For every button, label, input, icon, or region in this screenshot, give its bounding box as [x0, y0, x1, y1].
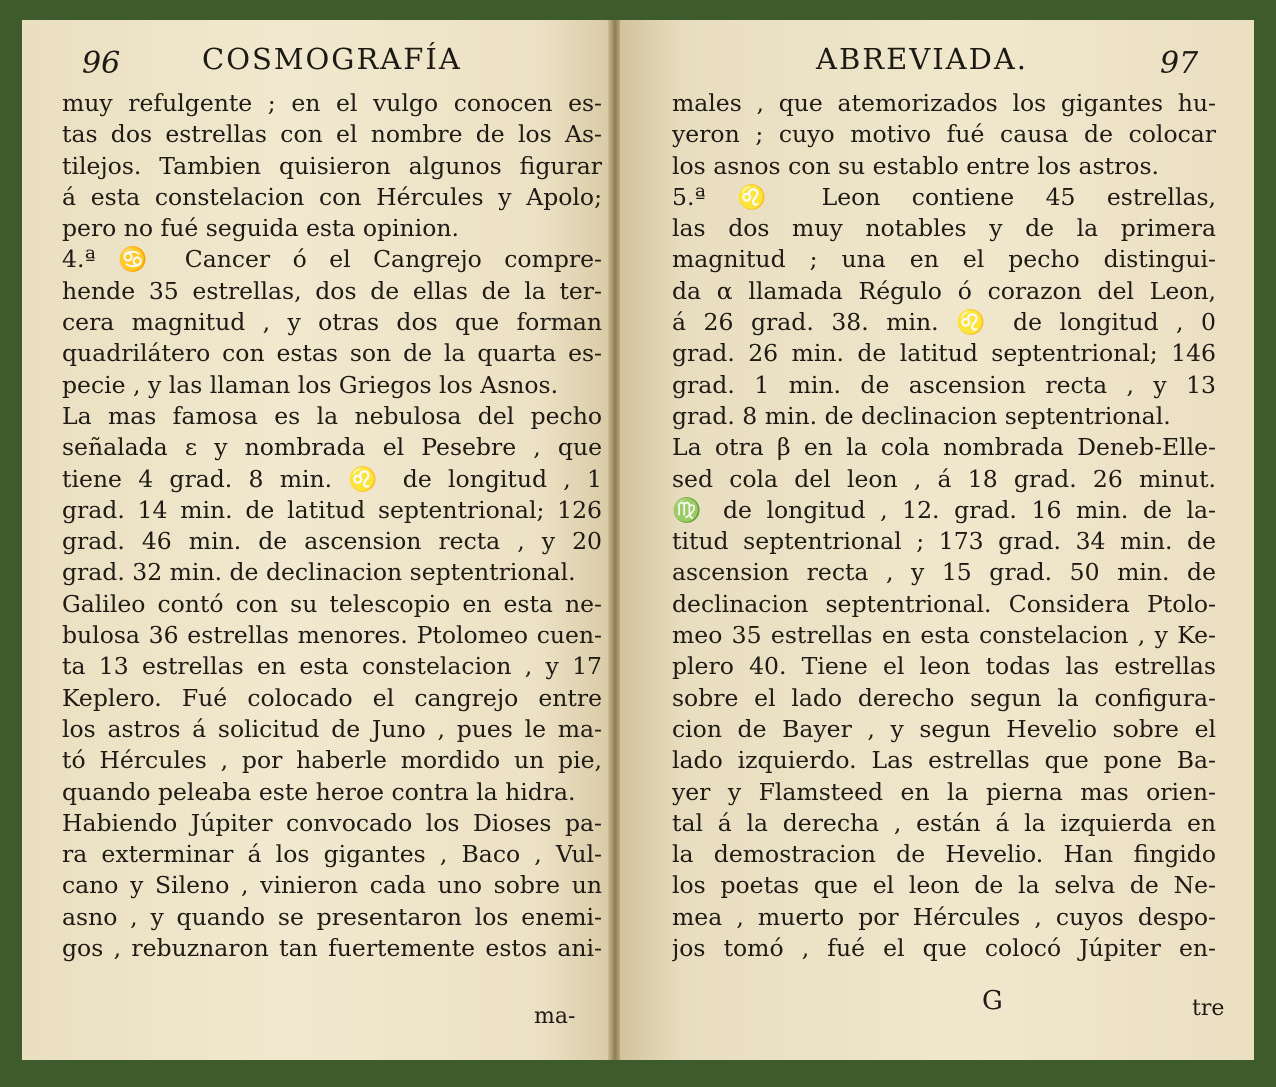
text-line: hende 35 estrellas, dos de ellas de la ter-: [62, 276, 602, 305]
right-page: [620, 20, 1254, 1060]
text-line: tal á la derecha , están á la izquierda en: [672, 808, 1216, 837]
text-line: 5.ª ♌ Leon contiene 45 estrellas,: [672, 182, 1216, 211]
text-line: bulosa 36 estrellas menores. Ptolomeo cuen-: [62, 621, 602, 650]
text-line: sobre el lado derecho segun la configura-: [672, 683, 1216, 712]
running-head: COSMOGRAFÍA: [202, 42, 462, 76]
text-line: magnitud ; una en el pecho distingui-: [672, 245, 1216, 274]
text-line: grad. 26 min. de latitud septentrional; 146: [672, 339, 1216, 368]
text-line: mea , muerto por Hércules , cuyos despo-: [672, 902, 1216, 931]
text-line: los astros á solicitud de Juno , pues le ma-: [62, 714, 602, 743]
text-line: tilejos. Tambien quisieron algunos figurar: [62, 151, 602, 180]
text-line: pecie , y las llaman los Griegos los Asnos.: [62, 370, 559, 399]
text-line: ♍ de longitud , 12. grad. 16 min. de la-: [672, 495, 1216, 524]
text-line: meo 35 estrellas en esta constelacion , y Ke-: [672, 621, 1216, 650]
text-line: La mas famosa es la nebulosa del pecho: [62, 401, 602, 430]
text-line: grad. 32 min. de declinacion septentrional.: [62, 558, 576, 587]
text-line: yer y Flamsteed en la pierna mas orien-: [672, 777, 1216, 806]
text-line: los poetas que el leon de la selva de Ne-: [672, 871, 1216, 900]
text-line: plero 40. Tiene el leon todas las estrellas: [672, 652, 1216, 681]
text-line: asno , y quando se presentaron los enemi-: [62, 902, 602, 931]
text-block: [62, 88, 602, 964]
left-page: [22, 20, 610, 1060]
text-line: pero no fué seguida esta opinion.: [62, 214, 459, 243]
text-line: yeron ; cuyo motivo fué causa de colocar: [672, 120, 1216, 149]
text-line: á 26 grad. 38. min. ♌ de longitud , 0: [672, 308, 1216, 337]
text-line: La otra β en la cola nombrada Deneb-Elle-: [672, 433, 1216, 462]
text-line: cera magnitud , y otras dos que forman: [62, 308, 602, 337]
text-line: señalada ε y nombrada el Pesebre , que: [62, 433, 602, 462]
text-line: tiene 4 grad. 8 min. ♌ de longitud , 1: [62, 464, 602, 493]
text-line: quando peleaba este heroe contra la hidra.: [62, 777, 576, 806]
text-line: jos tomó , fué el que colocó Júpiter en-: [672, 934, 1216, 963]
text-line: titud septentrional ; 173 grad. 34 min. de: [672, 527, 1216, 556]
text-line: ta 13 estrellas en esta constelacion , y 17: [62, 652, 602, 681]
text-line: grad. 46 min. de ascension recta , y 20: [62, 527, 602, 556]
page-number: 97: [1160, 46, 1199, 81]
text-line: á esta constelacion con Hércules y Apolo;: [62, 182, 602, 211]
catchword: ma-: [534, 1004, 576, 1029]
running-head: ABREVIADA.: [816, 42, 1029, 76]
text-line: Galileo contó con su telescopio en esta ne-: [62, 589, 602, 618]
text-line: 4.ª ♋ Cancer ó el Cangrejo compre-: [62, 245, 602, 274]
text-line: las dos muy notables y de la primera: [672, 214, 1216, 243]
text-line: los asnos con su establo entre los astros.: [672, 151, 1159, 180]
signature-mark: G: [982, 986, 1003, 1016]
book-spread: [22, 20, 1254, 1060]
text-line: tas dos estrellas con el nombre de los As-: [62, 120, 602, 149]
text-line: grad. 8 min. de declinacion septentrional.: [672, 401, 1171, 430]
text-line: ascension recta , y 15 grad. 50 min. de: [672, 558, 1216, 587]
text-line: quadrilátero con estas son de la quarta es-: [62, 339, 602, 368]
text-line: muy refulgente ; en el vulgo conocen es-: [62, 89, 602, 117]
text-line: cano y Sileno , vinieron cada uno sobre un: [62, 871, 602, 900]
text-block: [672, 88, 1216, 964]
text-line: la demostracion de Hevelio. Han fingido: [672, 840, 1216, 869]
text-line: Keplero. Fué colocado el cangrejo entre: [62, 683, 602, 712]
text-line: grad. 1 min. de ascension recta , y 13: [672, 370, 1216, 399]
text-line: grad. 14 min. de latitud septentrional; 126: [62, 495, 602, 524]
text-line: sed cola del leon , á 18 grad. 26 minut.: [672, 464, 1216, 493]
catchword: tre: [1192, 996, 1225, 1021]
text-line: declinacion septentrional. Considera Ptolo-: [672, 589, 1216, 618]
text-line: gos , rebuznaron tan fuertemente estos ani-: [62, 934, 602, 963]
text-line: males , que atemorizados los gigantes hu-: [672, 89, 1216, 117]
text-line: cion de Bayer , y segun Hevelio sobre el: [672, 714, 1216, 743]
text-line: Habiendo Júpiter convocado los Dioses pa-: [62, 808, 602, 837]
text-line: da α llamada Régulo ó corazon del Leon,: [672, 276, 1216, 305]
text-line: ra exterminar á los gigantes , Baco , Vul-: [62, 840, 602, 869]
page-number: 96: [82, 46, 121, 81]
text-line: tó Hércules , por haberle mordido un pie,: [62, 746, 602, 775]
text-line: lado izquierdo. Las estrellas que pone Ba-: [672, 746, 1216, 775]
